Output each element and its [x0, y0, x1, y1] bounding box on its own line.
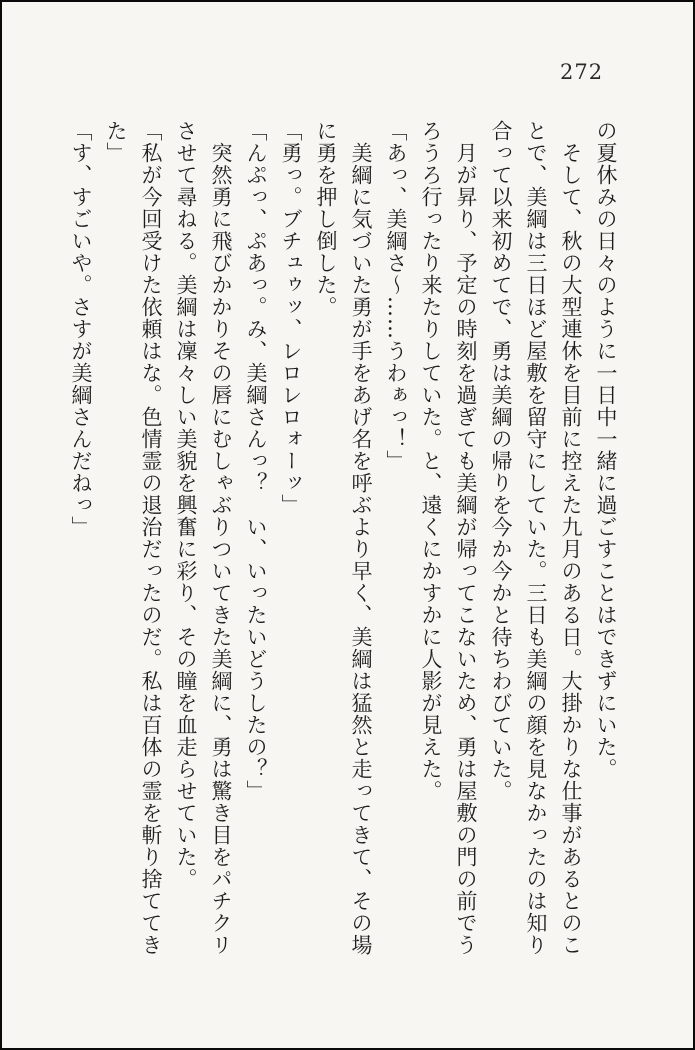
- vertical-text-block: [63, 120, 623, 966]
- paragraph-dialogue: 「あっ、美綱さ～……うわぁっ！」: [384, 120, 408, 472]
- paragraph: 月が昇り、予定の時刻を過ぎても美綱が帰ってこないため、勇は屋敷の門の前でうろうろ行ったり来たりしていた。と、遠くにかすかに人影が見えた。: [419, 120, 478, 956]
- paragraph-dialogue: 「私が今回受けた依頼はな。色情霊の退治だったのだ。私は百体の霊を斬り捨ててきた」: [104, 120, 163, 956]
- paragraph: の夏休みの日々のように一日中一緒に過ごすことはできずにいた。: [594, 120, 618, 780]
- paragraph-dialogue: 「勇っ。ブチュゥッ、レロレロォーッ」: [279, 120, 303, 516]
- paragraph-dialogue: 「す、すごいや。さすが美綱さんだねっ」: [69, 120, 93, 538]
- paragraph: 突然勇に飛びかかりその唇にむしゃぶりついてきた美綱に、勇は驚き目をパチクリさせて尋ねる。美綱は凜々しい美貌を興奮に彩り、その瞳を血走らせていた。: [174, 120, 233, 956]
- paragraph: 美綱に気づいた勇が手をあげ名を呼ぶより早く、美綱は猛然と走ってきて、その場に勇を押し倒した。: [314, 120, 373, 956]
- paragraph-dialogue: 「んぷっ、ぷあっ。み、美綱さんっ？ い、いったいどうしたの？」: [244, 120, 268, 802]
- page-number: 272: [560, 60, 604, 84]
- paragraph: そして、秋の大型連休を目前に控えた九月のある日。大掛かりな仕事があるとのことで、美綱は三日ほど屋敷を留守にしていた。三日も美綱の顔を見なかったのは知り合って以来初めてで、勇は美綱の帰りを今か今かと待ちわびていた。: [489, 120, 583, 956]
